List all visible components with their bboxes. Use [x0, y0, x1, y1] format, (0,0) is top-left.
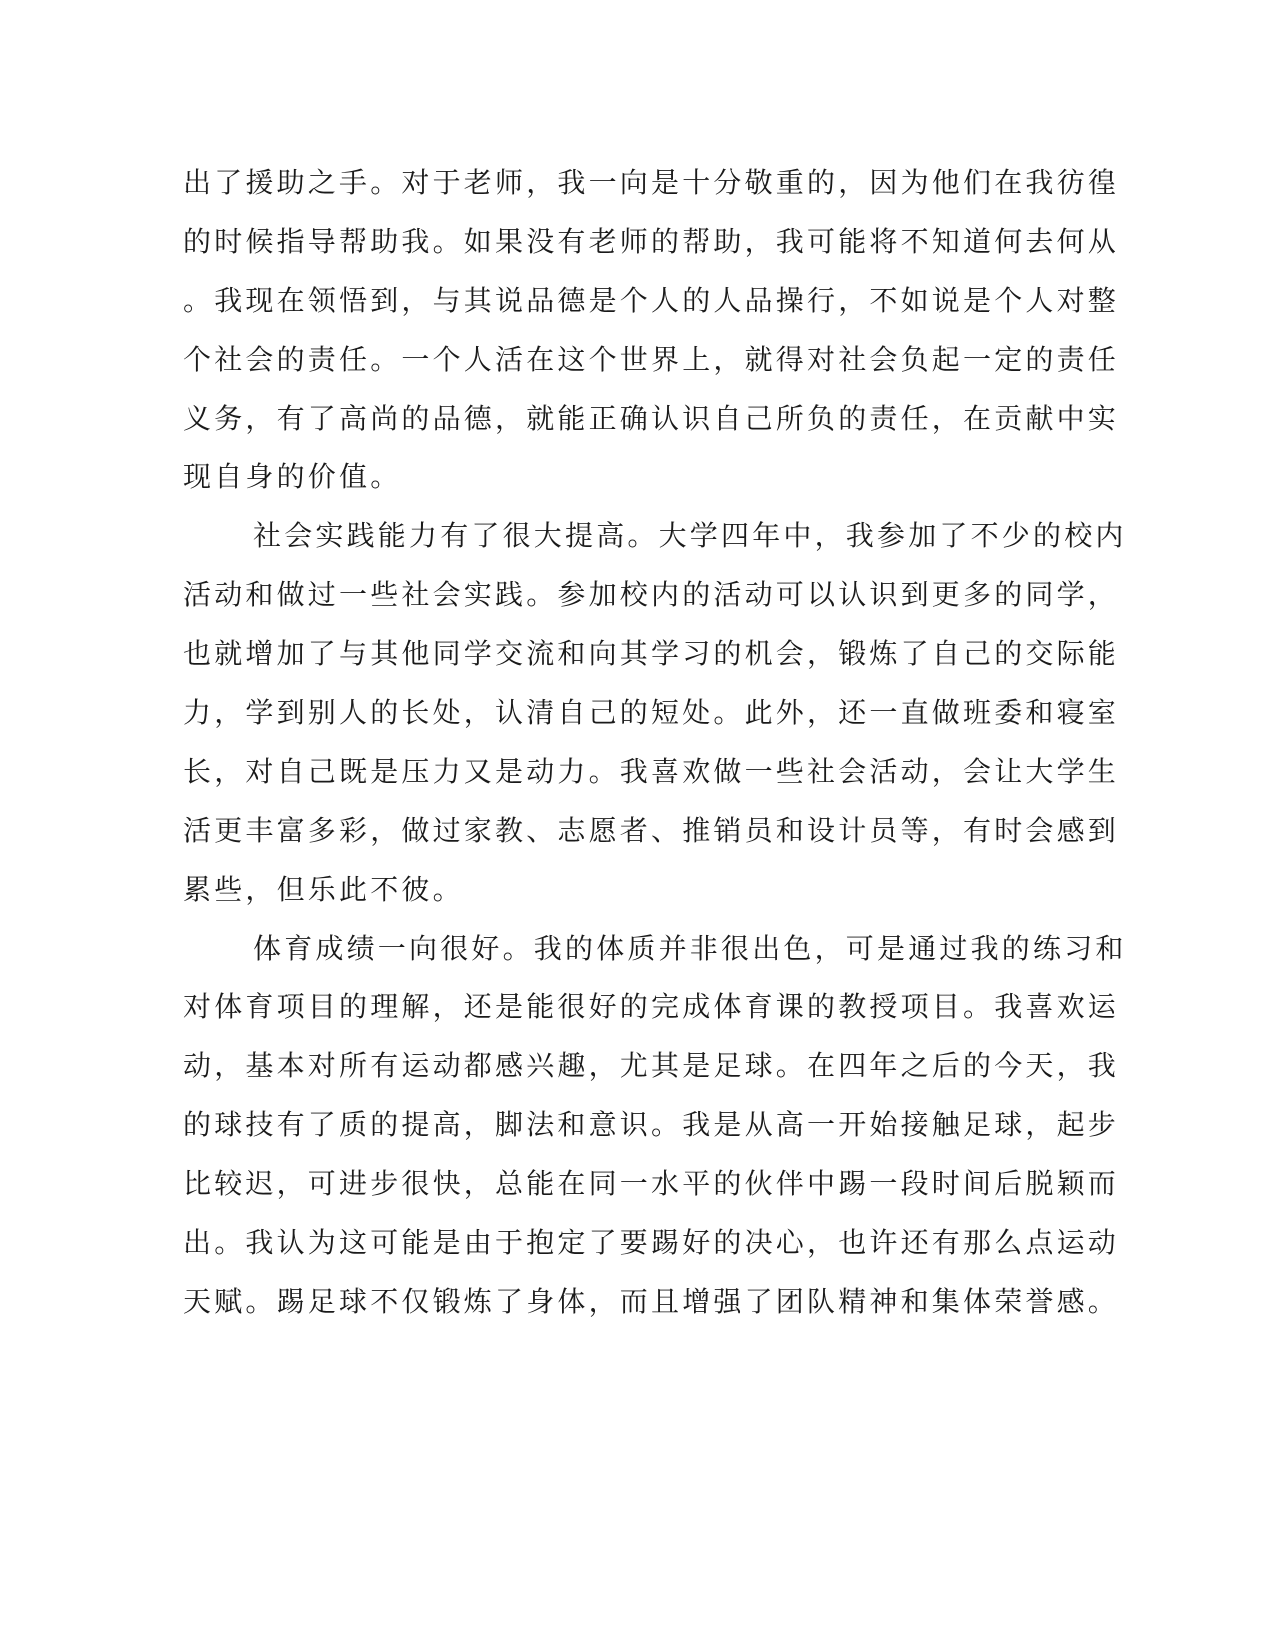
text-line: 出。我认为这可能是由于抱定了要踢好的决心，也许还有那么点运动 [183, 1226, 1120, 1260]
text-line: 活更丰富多彩，做过家教、志愿者、推销员和设计员等，有时会感到 [183, 813, 1120, 847]
text-line: 比较迟，可进步很快，总能在同一水平的伙伴中踢一段时间后脱颖而 [183, 1167, 1120, 1201]
text-line: 出了援助之手。对于老师，我一向是十分敬重的，因为他们在我彷徨 [183, 166, 1120, 199]
text-line: 活动和做过一些社会实践。参加校内的活动可以认识到更多的同学， [183, 578, 1120, 612]
text-line: 个社会的责任。一个人活在这个世界上，就得对社会负起一定的责任 [183, 342, 1120, 376]
text-line: 累些，但乐此不彼。 [183, 872, 464, 906]
text-line: 长，对自己既是压力又是动力。我喜欢做一些社会活动，会让大学生 [183, 754, 1120, 788]
text-line: 。我现在领悟到，与其说品德是个人的人品操行，不如说是个人对整 [183, 283, 1120, 317]
paragraph-start-line: 社会实践能力有了很大提高。大学四年中，我参加了不少的校内 [253, 519, 1127, 553]
text-line: 天赋。踢足球不仅锻炼了身体，而且增强了团队精神和集体荣誉感。 [183, 1284, 1120, 1318]
text-line: 也就增加了与其他同学交流和向其学习的机会，锻炼了自己的交际能 [183, 637, 1120, 671]
text-line: 现自身的价值。 [183, 460, 402, 494]
text-line: 对体育项目的理解，还是能很好的完成体育课的教授项目。我喜欢运 [183, 990, 1120, 1024]
text-line: 力，学到别人的长处，认清自己的短处。此外，还一直做班委和寝室 [183, 696, 1120, 730]
paragraph-start-line: 体育成绩一向很好。我的体质并非很出色，可是通过我的练习和 [253, 931, 1127, 965]
text-line: 义务，有了高尚的品德，就能正确认识自己所负的责任，在贡献中实 [183, 401, 1120, 435]
text-line: 的时候指导帮助我。如果没有老师的帮助，我可能将不知道何去何从 [183, 224, 1120, 258]
text-line: 的球技有了质的提高，脚法和意识。我是从高一开始接触足球，起步 [183, 1108, 1120, 1142]
text-line: 动，基本对所有运动都感兴趣，尤其是足球。在四年之后的今天，我 [183, 1049, 1120, 1083]
body-text [183, 162, 1127, 1340]
